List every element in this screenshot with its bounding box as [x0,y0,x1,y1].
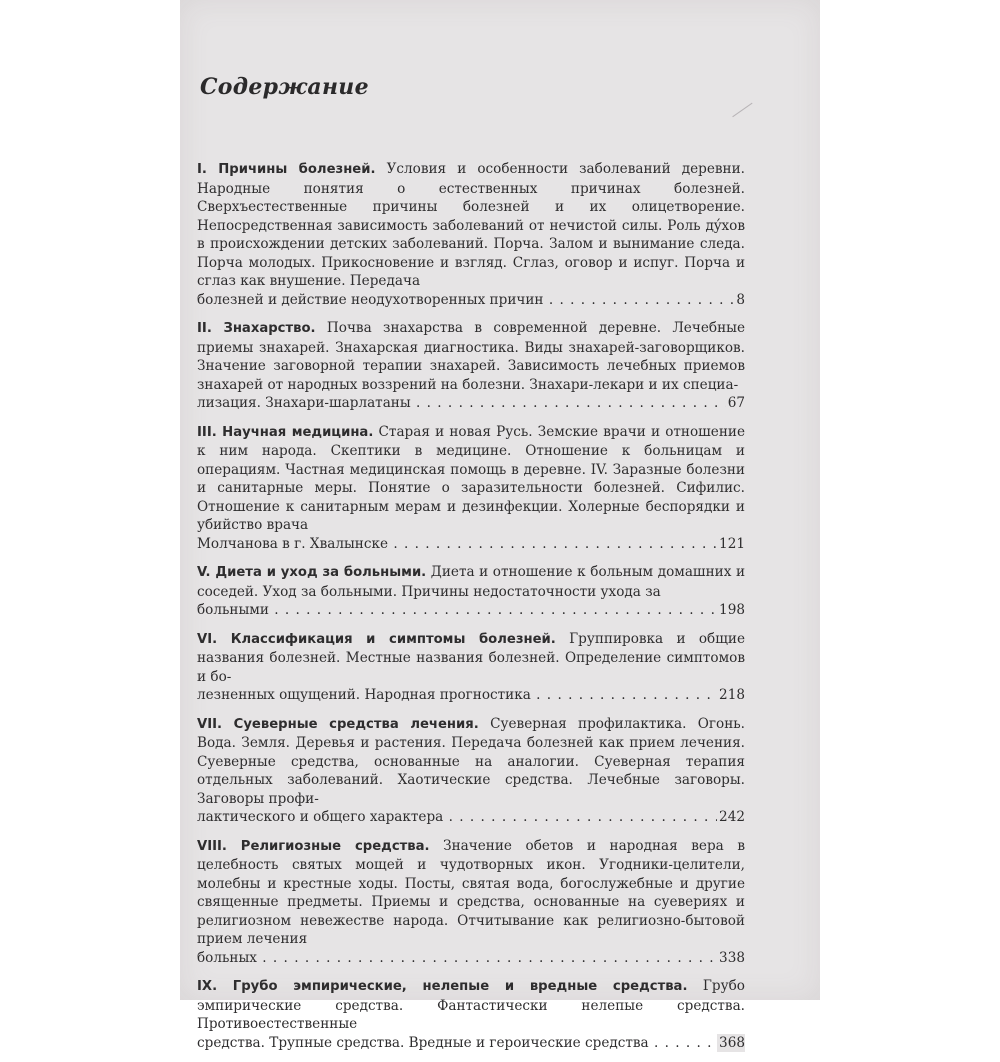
toc-entry-5 [197,630,745,705]
toc-entry-description: Условия и особенности заболеваний деревни. Народные понятия о естественных причинах болезней. Сверхъестественные причины болезней и их олицетворение. Непосредственная зависимость заболеваний от нечистой силы. Роль дýхов в происхождении детских заболеваний. Порча. Залом и вынимание следа. Порча молодых. Прикосновение и взгляд. Сглаз, оговор и испуг. Порча и сглаз как внушение. Передача [197,161,745,289]
toc-page-number: 198 [719,602,745,618]
toc-entry-2 [197,319,745,413]
toc-entry-7 [197,837,745,968]
toc-entry-description: Почва знахарства в современной деревне. Лечебные приемы знахарей. Знахарская диагностика. Виды знахарей-заговорщиков. Значение заговорной терапии знахарей. Зависимость лечебных приемов знахарей от народных воззрений на болезни. Знахари-лекари и их специа- [197,320,745,393]
toc-entry-title: VI. Классификация и симптомы болезней. [197,631,556,647]
toc-entry-3 [197,423,745,554]
toc-entry-last-line: средства. Трупные средства. Вредные и героические средства . . . [197,1034,745,1053]
toc-entry-title: II. Знахарство. [197,321,316,336]
toc-entry-last-line: больных . . . [197,949,745,968]
toc-entry-description: Суеверная профилактика. Огонь. Вода. Земля. Деревья и растения. Передача болезней как прием лечения. Суеверные средства, основанные на аналогии. Суеверная терапия отдельных заболеваний. Хаотические средства. Лечебные заговоры. Заговоры профи- [197,715,745,807]
toc-entry-title: V. Диета и уход за больными. [197,565,427,580]
book-page [180,0,820,1051]
toc-page-number: 368 [719,1034,745,1051]
toc-page-number: 242 [719,809,745,825]
toc-entry-last-line: лизация. Знахари-шарлатаны . . . [197,394,745,413]
toc-entry-title: III. Научная медицина. [197,424,374,440]
toc-entry-1 [197,160,745,309]
toc-entry-description: Значение обетов и народная вера в целебность святых мощей и чудотворных икон. Угодники-целители, молебны и крестные ходы. Посты, святая вода, богослужебные и другие священные предметы. Приемы и средства, основанные на суевериях и религиозном невежестве народа. Отчитывание как религиозно-бытовой прием лечения [197,837,745,947]
toc-entry-title: VII. Суеверные средства лечения. [197,716,479,732]
toc-entry-title: IX. Грубо эмпирические, нелепые и вредные средства. [197,979,688,994]
toc-page-number: 8 [736,291,745,308]
toc-page-number: 121 [719,535,745,552]
toc-entry-description: Грубо эмпирические средства. Фантастически нелепые средства. Противоестественные [197,978,745,1032]
scan-artifact-mark [732,103,761,131]
toc-page-number: 218 [719,687,745,703]
toc-page-number: 338 [719,949,745,966]
toc-entry-8 [197,977,745,1052]
toc-entry-last-line: Молчанова в г. Хвалынске . . . [197,535,745,554]
toc-entry-last-line: лезненных ощущений. Народная прогностика . . . [197,686,745,705]
toc-entry-title: VIII. Религиозные средства. [197,838,430,854]
contents-heading: Содержание [200,74,369,100]
toc-entry-description: Старая и новая Русь. Земские врачи и отношение к ним народа. Скептики в медицине. Отношение к больницам и операциям. Частная медицинская помощь в деревне. IV. Заразные болезни и санитарные меры. Понятие о заразительности болезней. Сифилис. Отношение к санитарным мерам и дезинфекции. Холерные беспорядки и убийство врача [197,423,745,533]
toc-entry-description: Диета и отношение к больным домашних и соседей. Уход за больными. Причины недостаточности ухода за [197,564,746,600]
table-of-contents [197,160,745,1062]
toc-entry-last-line: лактического и общего характера . . . [197,808,745,827]
toc-entry-4 [197,563,745,620]
toc-entry-last-line: болезней и действие неодухотворенных причин . . . [197,291,745,310]
toc-entry-last-line: больными . . . [197,601,745,620]
toc-entry-description: Группировка и общие названия болезней. Местные названия болезней. Определение симптомов и бо- [197,630,745,685]
toc-entry-title: I. Причины болезней. [197,162,376,177]
toc-page-number: 67 [727,395,745,411]
toc-entry-6 [197,715,745,827]
